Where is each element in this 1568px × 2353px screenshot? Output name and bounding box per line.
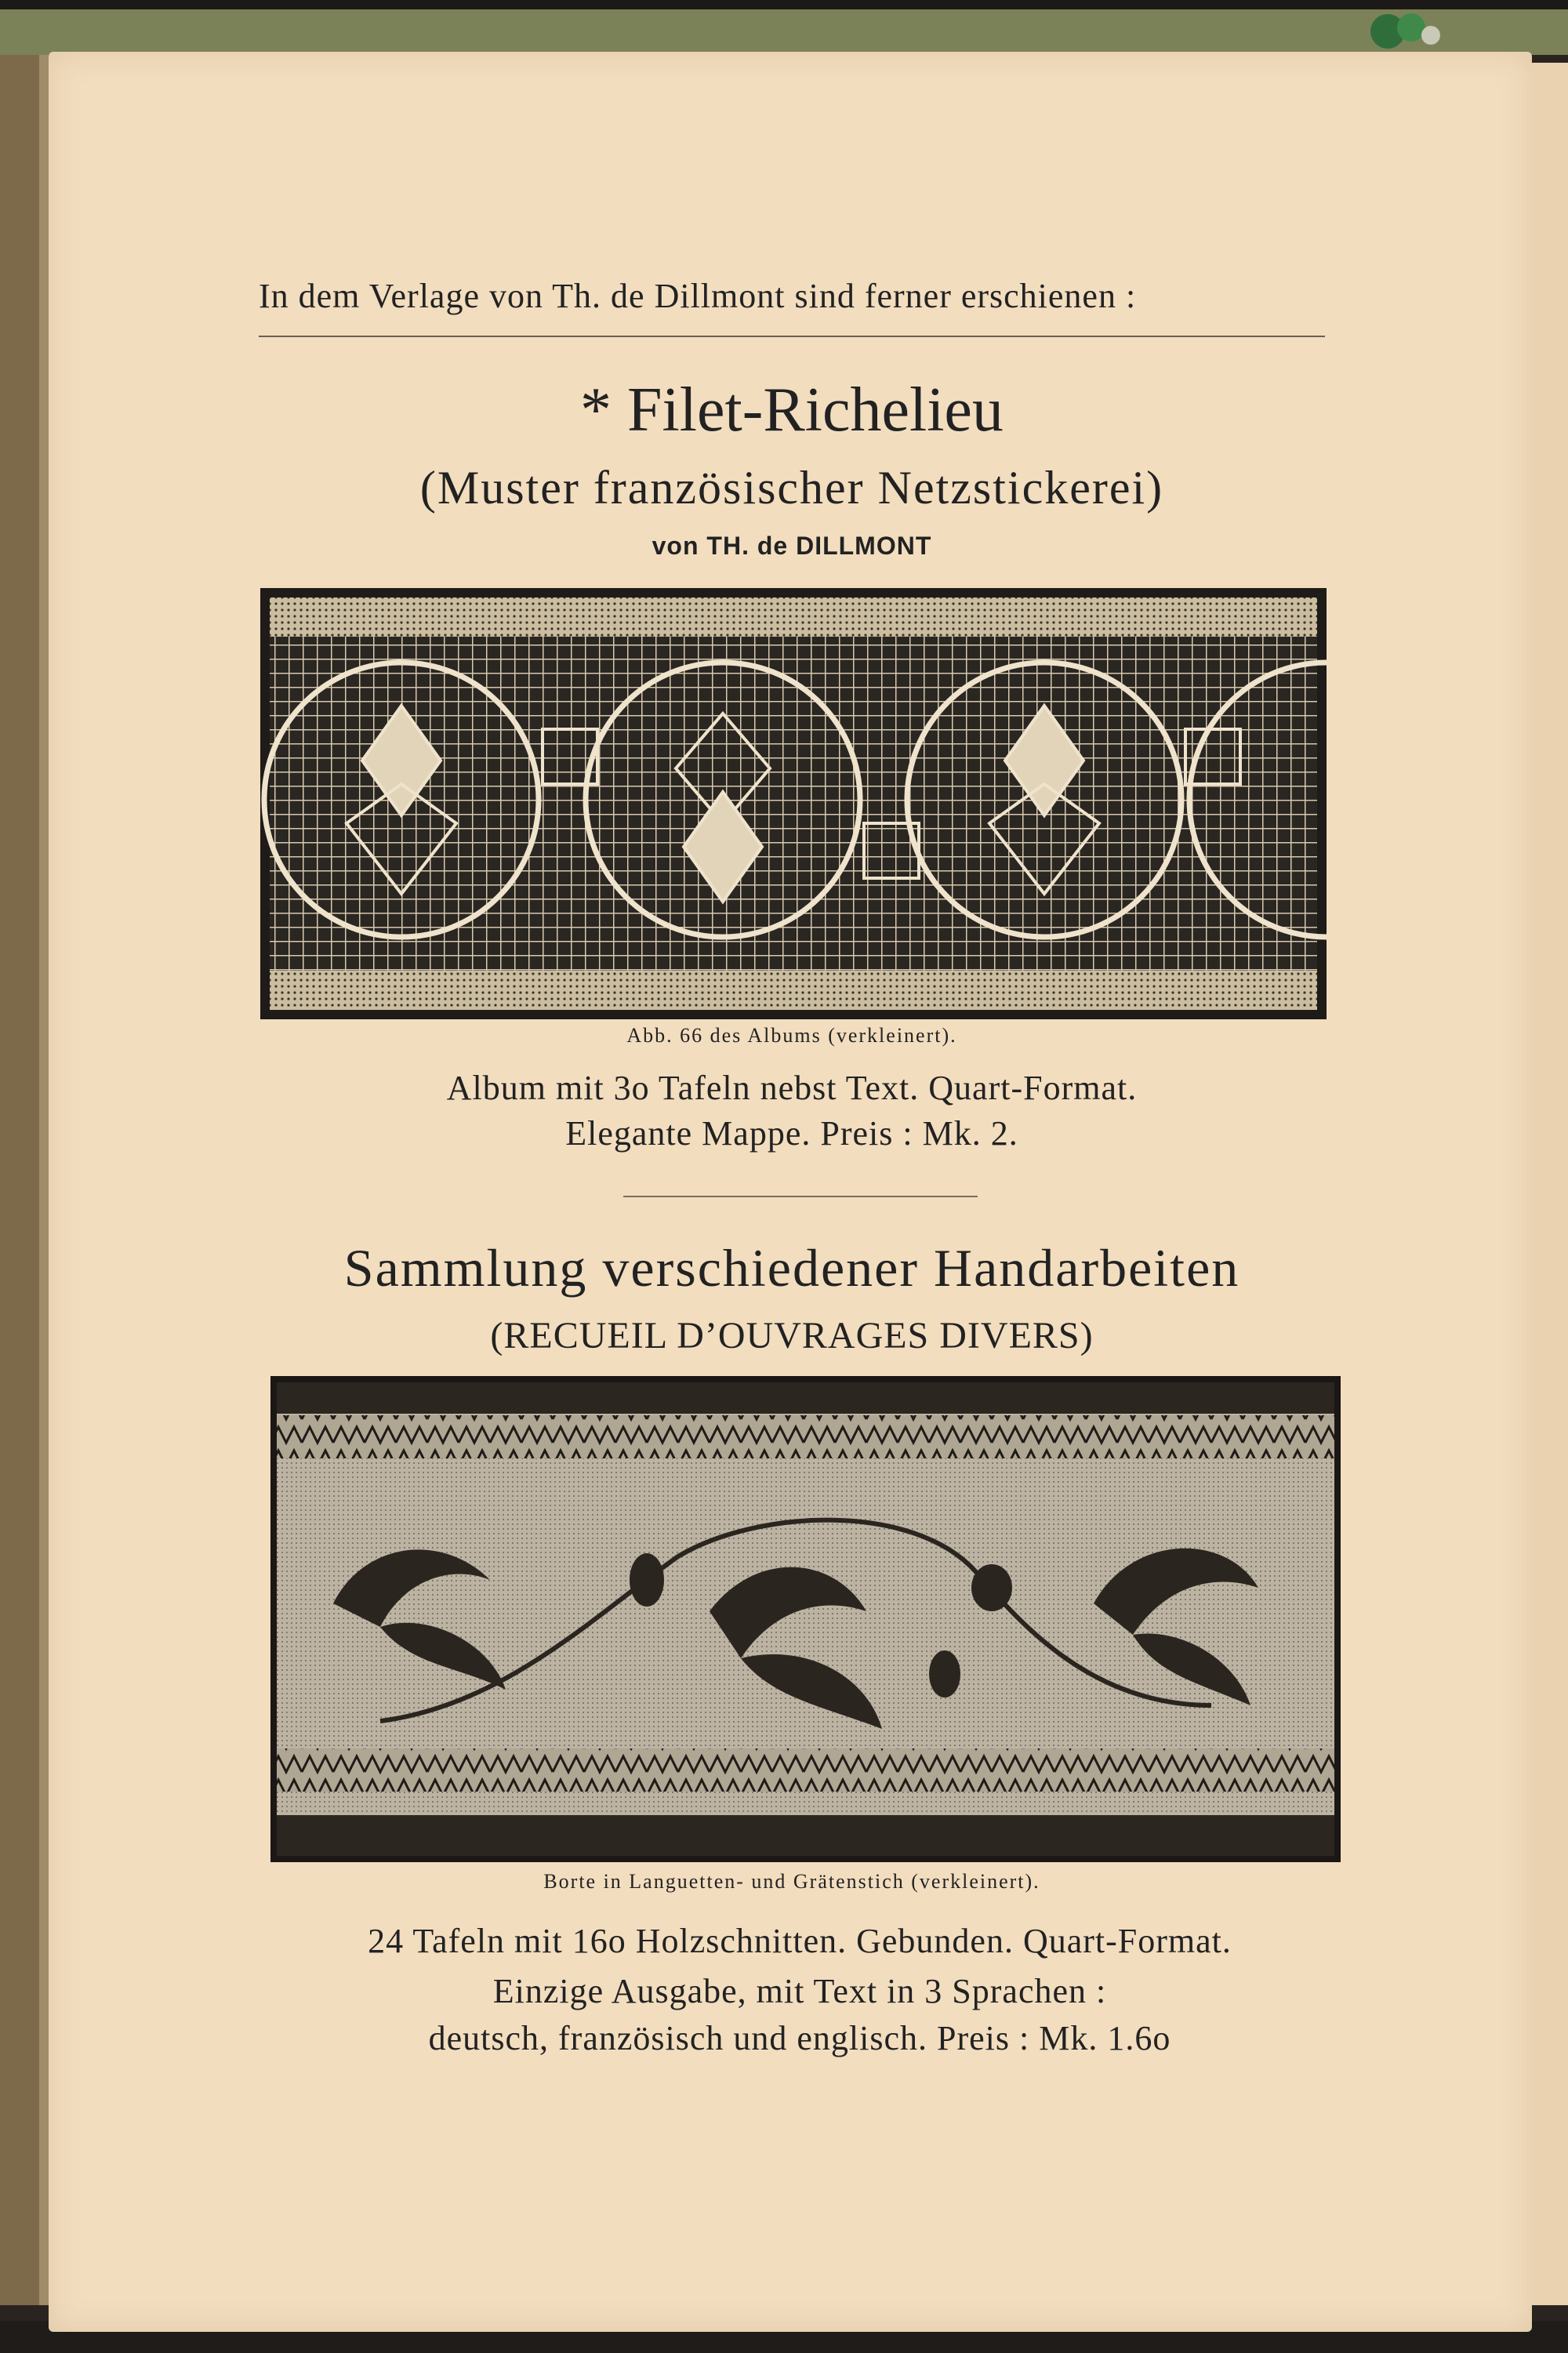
book2-subtitle: (RECUEIL D’OUVRAGES DIVERS) [490, 1315, 1094, 1356]
book2-description-line3: deutsch, französisch und englisch. Preis : Mk. 1.6o [428, 2019, 1171, 2057]
header-rule [259, 336, 1325, 337]
book1-title: * Filet-Richelieu [580, 376, 1004, 445]
embroidered-border-illustration [270, 1376, 1341, 1862]
book1-subtitle: (Muster französischer Netzstickerei) [419, 462, 1164, 514]
section-divider [623, 1196, 978, 1197]
book1-description-line2: Elegante Mappe. Preis : Mk. 2. [565, 1114, 1018, 1153]
publisher-header: In dem Verlage von Th. de Dillmont sind ferner erschienen : [259, 277, 1137, 315]
book-spine-left [0, 55, 49, 2305]
cover-cloth [0, 9, 1568, 55]
book1-description-line1: Album mit 3o Tafeln nebst Text. Quart-Format. [446, 1069, 1138, 1107]
book1-author: von TH. de DILLMONT [652, 532, 932, 560]
book-cover-top [0, 0, 1568, 55]
filet-richelieu-illustration [260, 588, 1327, 1019]
book2-description-line1: 24 Tafeln mit 16o Holzschnitten. Gebunden. Quart-Format. [368, 1922, 1232, 1960]
book2-description-line2: Einzige Ausgabe, mit Text in 3 Sprachen : [492, 1972, 1107, 2010]
book1-figure-caption: Abb. 66 des Albums (verkleinert). [626, 1024, 957, 1047]
ornament-icon [1356, 0, 1450, 55]
book2-title: Sammlung verschiedener Handarbeiten [343, 1238, 1240, 1298]
book2-figure-caption: Borte in Languetten- und Grätenstich (verkleinert). [543, 1870, 1040, 1893]
